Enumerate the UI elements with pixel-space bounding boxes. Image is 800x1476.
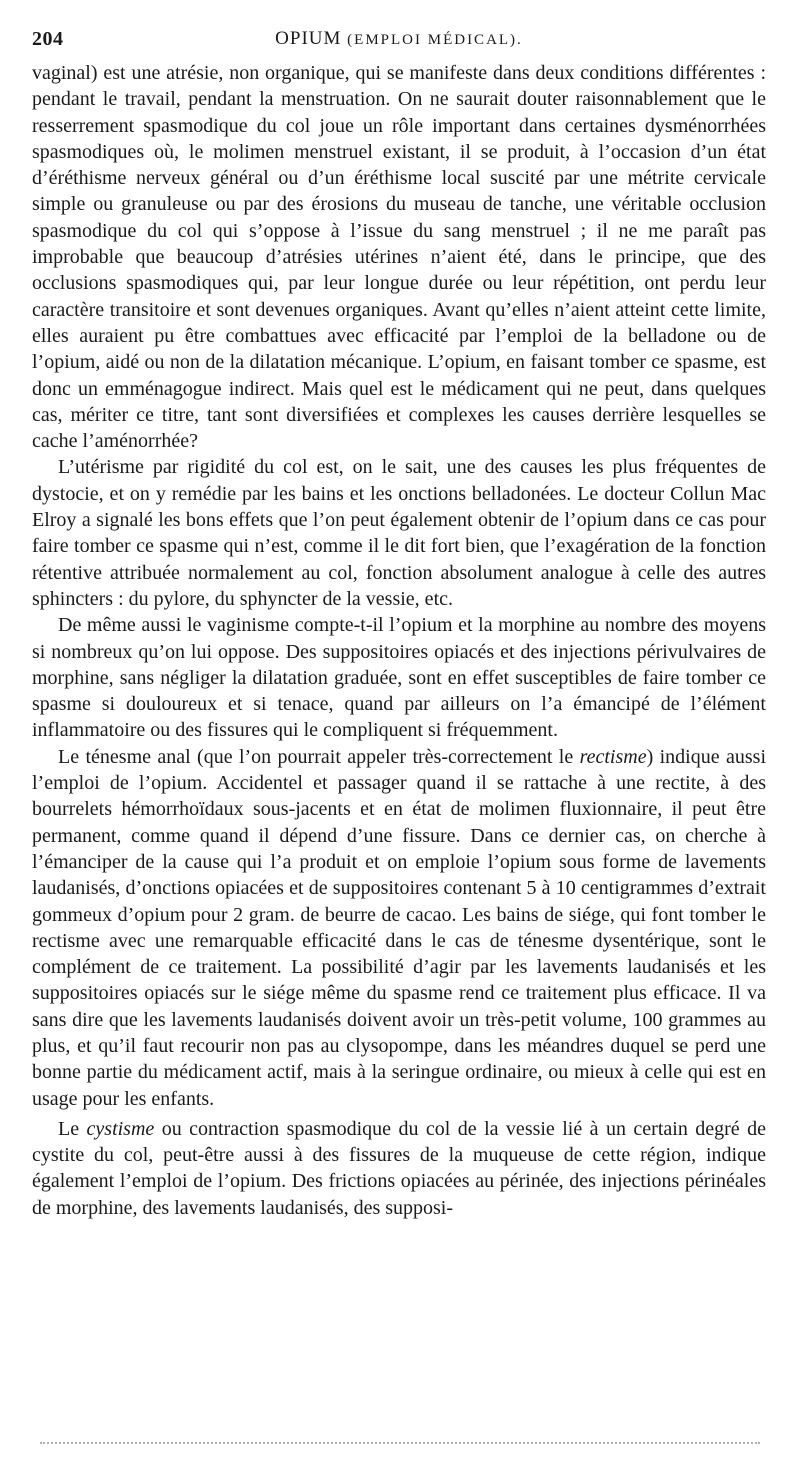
running-title-sub: (EMPLOI MÉDICAL). [347, 32, 523, 48]
paragraph-5-text-start: Le [58, 1117, 87, 1140]
bleed-through-footer-line [40, 1442, 760, 1444]
paragraph-5 [32, 1116, 766, 1221]
term-cystisme: cystisme [86, 1117, 155, 1140]
paragraph-1-text: vaginal) est une atrésie, non organique, qui se manifeste dans deux conditions différentes : pendant le travail, pendant la menstruation. On ne saurait douter raisonnablement que le resserrement spasmodique du col joue un rôle important dans certaines dysménorrhées spasmodiques où, le molimen menstruel existant, il se produit, à l’occasion d’un état d’éréthisme nerveux général ou d’un éréthisme local suscité par une métrite cervicale simple ou granuleuse ou par des érosions du museau de tanche, une véritable occlusion spasmodique du col qui s’oppose à l’issue du sang menstruel ; il ne me paraît pas improbable que beaucoup d’atrésies utérines n’aient été, dans le principe, que des occlusions spasmodiques qui, par leur longue durée ou leur répétition, ont perdu leur caractère transitoire et sont devenues organiques. Avant qu’elles n’aient atteint cette limite, elles auraient pu être combattues avec efficacité par l’emploi de la belladone ou de l’opium, aidé ou non de la dilatation mécanique. L’opium, en faisant tomber ce spasme, est donc un emménagogue indirect. Mais quel est le médicament qui ne peut, dans quelques cas, mériter ce titre, tant sont diversifiées et complexes les causes derrière lesquelles se cache l’aménorrhée? [32, 62, 766, 453]
paragraph-4-text-rest: ) indique aussi l’emploi de l’opium. Accidentel et passager quand il se rattache à une rectite, à des bourrelets hémorrhoïdaux sous-jacents et en état de molimen fluxionnaire, il peut être permanent, comme quand il dépend d’une fissure. Dans ce dernier cas, on cherche à l’émanciper de la cause qui l’a produit et on emploie l’opium sous forme de lavements laudanisés, d’onctions opiacées et de suppositoires contenant 5 à 10 centigrammes d’extrait gommeux d’opium pour 2 gram. de beurre de cacao. Les bains de siége, qui font tomber le rectisme avec une remarquable efficacité dans le cas de ténesme dysentérique, sont le complément de ce traitement. La possibilité d’agir par les lavements laudanisés et les suppositoires opiacés sur le siége même du spasme rend ce traitement plus efficace. Il va sans dire que les lavements laudanisés doivent avoir un très-petit volume, 100 grammes au plus, et qu’il faut recourir non pas au clysopompe, dans les méandres duquel se perd une bonne partie du médicament actif, mais à la seringue ordinaire, ou mieux à celle qui est en usage pour les enfants. [32, 745, 766, 1110]
running-head [32, 28, 766, 58]
paragraph-2 [32, 454, 766, 612]
paragraph-5-text-rest: ou contraction spasmodique du col de la vessie lié à un certain degré de cystite du col, peut-être aussi à des fissures de la muqueuse de cette région, indique également l’emploi de l’opium. Des frictions opiacées au périnée, des injections périnéales de morphine, des lavements laudanisés, des supposi- [32, 1117, 766, 1219]
running-title [32, 28, 766, 50]
paragraph-3 [32, 612, 766, 743]
page [32, 28, 766, 1221]
running-title-main: OPIUM [275, 28, 342, 49]
paragraph-2-text: L’utérisme par rigidité du col est, on le sait, une des causes les plus fréquentes de dystocie, et on y remédie par les bains et les onctions belladonées. Le docteur Collun Mac Elroy a signalé les bons effets que l’on peut également obtenir de l’opium dans ce cas pour faire tomber ce spasme qui n’est, comme il le dit fort bien, que l’exagération de la fonction rétentive attribuée normalement au col, fonction absolument analogue à celle des autres sphincters : du pylore, du sphyncter de la vessie, etc. [32, 456, 766, 610]
body-text [32, 60, 766, 1221]
paragraph-3-text: De même aussi le vaginisme compte-t-il l’opium et la morphine au nombre des moyens si nombreux qu’on lui oppose. Des suppositoires opiacés et des injections périvulvaires de morphine, sans négliger la dilatation graduée, sont en effet susceptibles de faire tomber ce spasme si douloureux et si tenace, quand par ailleurs on l’a émancipé de l’élément inflammatoire ou des fissures qui le compliquent si fréquemment. [32, 614, 766, 742]
paragraph-1 [32, 60, 766, 454]
page-number: 204 [32, 28, 64, 50]
term-rectisme: rectisme [579, 745, 647, 768]
paragraph-4-text-start: Le ténesme anal (que l’on pourrait appeler très-correctement le [58, 745, 580, 768]
paragraph-4 [32, 744, 766, 1112]
